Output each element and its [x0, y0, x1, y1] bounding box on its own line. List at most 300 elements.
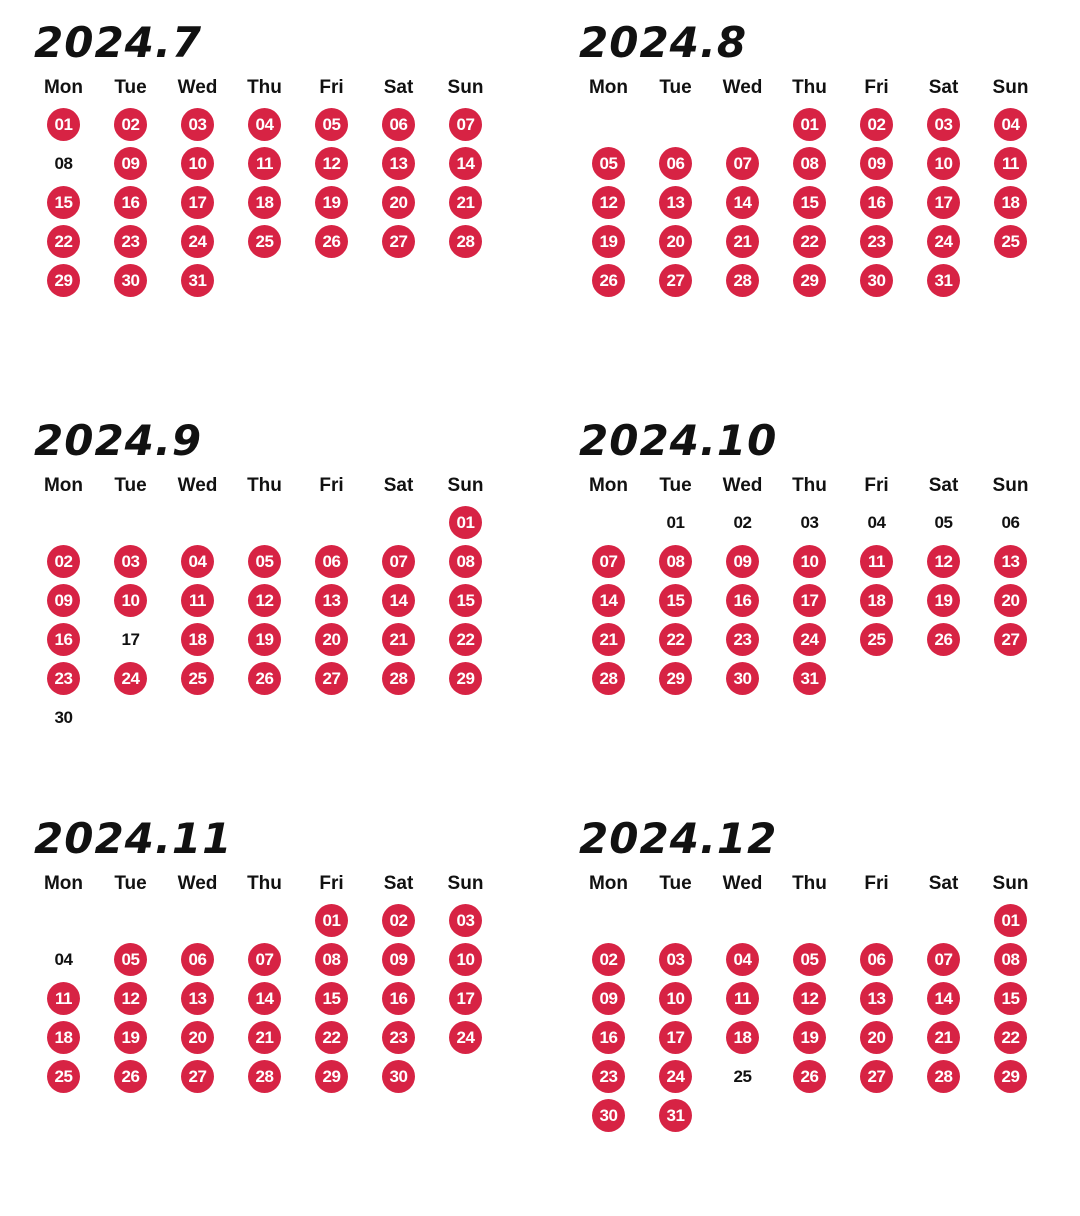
day-cell-plain[interactable] [97, 620, 164, 659]
day-cell-marked[interactable] [365, 144, 432, 183]
day-cell-marked[interactable] [776, 144, 843, 183]
day-cell-marked[interactable] [97, 659, 164, 698]
day-cell-marked[interactable] [97, 940, 164, 979]
day-label: 04 [181, 545, 214, 578]
day-label: 10 [927, 147, 960, 180]
day-cell-marked[interactable] [231, 144, 298, 183]
month-title: 2024.8 [579, 18, 748, 67]
day-cell-marked[interactable] [575, 261, 642, 300]
day-cell-marked[interactable] [97, 261, 164, 300]
day-label: 24 [659, 1060, 692, 1093]
day-cell-marked[interactable] [30, 105, 97, 144]
weekday-label: Tue [114, 873, 147, 894]
day-cell-marked[interactable] [365, 581, 432, 620]
day-cell-marked[interactable] [709, 979, 776, 1018]
day-cell-marked[interactable] [298, 105, 365, 144]
day-label: 30 [592, 1099, 625, 1132]
day-label: 22 [315, 1021, 348, 1054]
day-label: 07 [592, 545, 625, 578]
day-cell-marked[interactable] [910, 261, 977, 300]
day-label: 26 [114, 1060, 147, 1093]
day-cell-marked[interactable] [164, 105, 231, 144]
day-label: 10 [793, 545, 826, 578]
day-cell-marked[interactable] [432, 979, 499, 1018]
day-label: 27 [860, 1060, 893, 1093]
day-label: 23 [114, 225, 147, 258]
day-label: 19 [315, 186, 348, 219]
day-cell-marked[interactable] [432, 581, 499, 620]
day-cell-marked[interactable] [776, 620, 843, 659]
day-cell-marked[interactable] [977, 979, 1044, 1018]
day-cell-marked[interactable] [843, 105, 910, 144]
day-cell-marked[interactable] [843, 1018, 910, 1057]
day-cell-marked[interactable] [776, 105, 843, 144]
day-cell-marked[interactable] [575, 620, 642, 659]
day-cell-marked[interactable] [298, 581, 365, 620]
weekday-label: Thu [247, 475, 282, 496]
day-cell-marked[interactable] [365, 542, 432, 581]
day-cell-marked[interactable] [977, 144, 1044, 183]
day-cell-marked[interactable] [575, 1057, 642, 1096]
day-label: 25 [733, 1066, 752, 1086]
day-cell-marked[interactable] [164, 620, 231, 659]
day-cell-marked[interactable] [30, 659, 97, 698]
day-label: 29 [659, 662, 692, 695]
day-cell-plain[interactable] [30, 698, 97, 737]
day-cell-marked[interactable] [298, 979, 365, 1018]
day-cell-plain[interactable] [977, 503, 1044, 542]
day-cell-marked[interactable] [231, 940, 298, 979]
month-title: 2024.7 [34, 18, 203, 67]
day-label: 04 [248, 108, 281, 141]
day-cell-marked[interactable] [365, 979, 432, 1018]
day-label: 20 [181, 1021, 214, 1054]
day-cell-plain[interactable] [910, 503, 977, 542]
day-cell-marked[interactable] [843, 144, 910, 183]
day-cell-marked[interactable] [977, 620, 1044, 659]
day-cell-marked[interactable] [298, 659, 365, 698]
day-cell-marked[interactable] [642, 979, 709, 1018]
day-cell-marked[interactable] [164, 1057, 231, 1096]
day-cell-marked[interactable] [30, 222, 97, 261]
day-cell-marked[interactable] [642, 144, 709, 183]
day-cell-marked[interactable] [776, 940, 843, 979]
day-cell-marked[interactable] [432, 144, 499, 183]
day-label: 02 [47, 545, 80, 578]
day-cell-marked[interactable] [642, 659, 709, 698]
day-label: 08 [54, 153, 73, 173]
day-label: 18 [248, 186, 281, 219]
day-cell-marked[interactable] [231, 105, 298, 144]
day-cell-marked[interactable] [97, 144, 164, 183]
day-label: 20 [659, 225, 692, 258]
day-label: 30 [382, 1060, 415, 1093]
day-cell-marked[interactable] [977, 581, 1044, 620]
day-cell-marked[interactable] [432, 183, 499, 222]
day-label: 11 [860, 545, 893, 578]
day-cell-marked[interactable] [432, 659, 499, 698]
day-cell-marked[interactable] [709, 222, 776, 261]
day-label: 24 [449, 1021, 482, 1054]
day-cell-marked[interactable] [709, 261, 776, 300]
day-label: 22 [47, 225, 80, 258]
day-label: 20 [315, 623, 348, 656]
day-label: 13 [994, 545, 1027, 578]
day-label: 08 [315, 943, 348, 976]
day-cell-marked[interactable] [776, 979, 843, 1018]
day-cell-marked[interactable] [910, 940, 977, 979]
day-cell-marked[interactable] [231, 581, 298, 620]
day-label: 25 [860, 623, 893, 656]
day-cell-marked[interactable] [843, 620, 910, 659]
day-label: 18 [726, 1021, 759, 1054]
day-cell-marked[interactable] [30, 1018, 97, 1057]
day-cell-marked[interactable] [575, 144, 642, 183]
day-cell-marked[interactable] [843, 979, 910, 1018]
day-label: 30 [114, 264, 147, 297]
day-cell-marked[interactable] [910, 222, 977, 261]
day-label: 11 [47, 982, 80, 1015]
day-label: 07 [726, 147, 759, 180]
day-cell-marked[interactable] [642, 581, 709, 620]
day-cell-marked[interactable] [709, 940, 776, 979]
day-cell-marked[interactable] [365, 183, 432, 222]
day-label: 05 [315, 108, 348, 141]
day-cell-marked[interactable] [365, 940, 432, 979]
weekday-label: Wed [177, 873, 218, 894]
day-cell-marked[interactable] [97, 542, 164, 581]
day-cell-marked[interactable] [977, 1018, 1044, 1057]
weekday-label: Wed [177, 475, 218, 496]
day-cell-marked[interactable] [843, 940, 910, 979]
day-cell-marked[interactable] [164, 542, 231, 581]
day-cell-marked[interactable] [365, 222, 432, 261]
day-label: 28 [726, 264, 759, 297]
day-cell-marked[interactable] [776, 222, 843, 261]
day-label: 25 [181, 662, 214, 695]
day-cell-marked[interactable] [776, 542, 843, 581]
day-label: 05 [934, 512, 953, 532]
day-label: 07 [248, 943, 281, 976]
day-cell-marked[interactable] [298, 222, 365, 261]
day-cell-marked[interactable] [164, 581, 231, 620]
day-cell-marked[interactable] [776, 1057, 843, 1096]
day-label: 27 [181, 1060, 214, 1093]
day-cell-marked[interactable] [709, 659, 776, 698]
weekday-label: Tue [659, 873, 692, 894]
weekday-label: Mon [43, 873, 84, 894]
day-cell-marked[interactable] [97, 581, 164, 620]
day-cell-marked[interactable] [231, 1057, 298, 1096]
day-cell-marked[interactable] [164, 940, 231, 979]
day-label: 22 [994, 1021, 1027, 1054]
day-cell-marked[interactable] [298, 542, 365, 581]
day-cell-marked[interactable] [642, 1057, 709, 1096]
day-label: 06 [315, 545, 348, 578]
day-cell-marked[interactable] [642, 542, 709, 581]
day-cell-marked[interactable] [642, 222, 709, 261]
day-cell-marked[interactable] [164, 1018, 231, 1057]
day-label: 08 [659, 545, 692, 578]
day-label: 13 [181, 982, 214, 1015]
day-cell-marked[interactable] [298, 1057, 365, 1096]
day-label: 05 [793, 943, 826, 976]
weekday-header-row [575, 874, 1080, 895]
days-grid [575, 105, 1080, 300]
day-cell-marked[interactable] [432, 503, 499, 542]
day-cell-marked[interactable] [164, 183, 231, 222]
day-cell-marked[interactable] [365, 901, 432, 940]
day-label: 27 [994, 623, 1027, 656]
day-cell-marked[interactable] [910, 183, 977, 222]
month-block [0, 814, 535, 1216]
day-cell-marked[interactable] [843, 1057, 910, 1096]
day-cell-plain[interactable] [709, 1057, 776, 1096]
day-cell-marked[interactable] [298, 901, 365, 940]
day-cell-marked[interactable] [30, 979, 97, 1018]
day-label: 17 [449, 982, 482, 1015]
day-cell-marked[interactable] [164, 979, 231, 1018]
weekday-label: Tue [659, 77, 692, 98]
day-label: 30 [54, 707, 73, 727]
day-label: 06 [659, 147, 692, 180]
weekday-label: Tue [659, 475, 692, 496]
day-cell-marked[interactable] [910, 979, 977, 1018]
day-cell-marked[interactable] [776, 581, 843, 620]
day-cell-marked[interactable] [642, 261, 709, 300]
day-label: 10 [659, 982, 692, 1015]
day-cell-plain[interactable] [642, 503, 709, 542]
day-cell-marked[interactable] [365, 659, 432, 698]
day-cell-marked[interactable] [977, 940, 1044, 979]
day-cell-marked[interactable] [30, 542, 97, 581]
day-cell-marked[interactable] [97, 222, 164, 261]
day-cell-marked[interactable] [298, 940, 365, 979]
day-cell-marked[interactable] [642, 183, 709, 222]
weekday-header-row [30, 874, 535, 895]
day-cell-marked[interactable] [575, 542, 642, 581]
month-title: 2024.10 [579, 416, 778, 465]
day-cell-marked[interactable] [298, 144, 365, 183]
day-cell-marked[interactable] [575, 1018, 642, 1057]
day-label: 13 [659, 186, 692, 219]
day-cell-marked[interactable] [910, 1018, 977, 1057]
day-cell-marked[interactable] [575, 183, 642, 222]
day-cell-marked[interactable] [575, 940, 642, 979]
day-cell-marked[interactable] [977, 105, 1044, 144]
weekday-label: Fri [319, 475, 344, 496]
day-cell-marked[interactable] [97, 1057, 164, 1096]
day-cell-marked[interactable] [365, 620, 432, 659]
day-cell-marked[interactable] [843, 183, 910, 222]
day-cell-marked[interactable] [776, 183, 843, 222]
day-cell-marked[interactable] [30, 261, 97, 300]
day-cell-marked[interactable] [432, 222, 499, 261]
day-label: 11 [248, 147, 281, 180]
day-label: 04 [867, 512, 886, 532]
day-cell-marked[interactable] [575, 581, 642, 620]
day-label: 07 [927, 943, 960, 976]
day-cell-marked[interactable] [432, 620, 499, 659]
day-label: 01 [315, 904, 348, 937]
day-cell-marked[interactable] [432, 940, 499, 979]
day-cell-marked[interactable] [977, 901, 1044, 940]
day-label: 10 [114, 584, 147, 617]
day-cell-marked[interactable] [164, 222, 231, 261]
day-label: 17 [181, 186, 214, 219]
weekday-label: Sun [992, 77, 1029, 98]
day-cell-marked[interactable] [709, 1018, 776, 1057]
day-cell-marked[interactable] [910, 581, 977, 620]
day-cell-marked[interactable] [575, 222, 642, 261]
day-cell-plain[interactable] [776, 503, 843, 542]
day-cell-marked[interactable] [843, 581, 910, 620]
day-label: 21 [449, 186, 482, 219]
day-label: 15 [659, 584, 692, 617]
day-label: 11 [726, 982, 759, 1015]
day-cell-marked[interactable] [575, 1096, 642, 1135]
day-cell-marked[interactable] [97, 183, 164, 222]
day-label: 20 [994, 584, 1027, 617]
day-cell-marked[interactable] [910, 144, 977, 183]
day-cell-marked[interactable] [97, 105, 164, 144]
day-label: 31 [793, 662, 826, 695]
day-cell-marked[interactable] [709, 581, 776, 620]
day-label: 17 [659, 1021, 692, 1054]
day-cell-marked[interactable] [298, 1018, 365, 1057]
day-cell-marked[interactable] [709, 183, 776, 222]
day-cell-marked[interactable] [776, 261, 843, 300]
day-label: 17 [121, 629, 140, 649]
day-cell-marked[interactable] [776, 1018, 843, 1057]
day-cell-marked[interactable] [977, 222, 1044, 261]
day-cell-marked[interactable] [432, 901, 499, 940]
day-cell-plain[interactable] [843, 503, 910, 542]
day-cell-marked[interactable] [97, 979, 164, 1018]
day-cell-marked[interactable] [30, 581, 97, 620]
day-cell-marked[interactable] [910, 105, 977, 144]
day-cell-plain[interactable] [30, 940, 97, 979]
day-label: 28 [449, 225, 482, 258]
day-label: 10 [449, 943, 482, 976]
day-cell-marked[interactable] [298, 620, 365, 659]
weekday-label: Tue [114, 77, 147, 98]
day-cell-marked[interactable] [709, 620, 776, 659]
day-cell-marked[interactable] [97, 1018, 164, 1057]
day-label: 21 [592, 623, 625, 656]
day-label: 27 [382, 225, 415, 258]
days-grid [30, 901, 535, 1096]
day-cell-marked[interactable] [910, 542, 977, 581]
day-cell-marked[interactable] [231, 542, 298, 581]
weekday-label: Sat [383, 77, 414, 98]
day-cell-marked[interactable] [365, 1057, 432, 1096]
day-cell-marked[interactable] [776, 659, 843, 698]
day-label: 27 [659, 264, 692, 297]
day-cell-marked[interactable] [843, 542, 910, 581]
day-cell-marked[interactable] [575, 659, 642, 698]
day-cell-marked[interactable] [642, 620, 709, 659]
day-label: 22 [793, 225, 826, 258]
day-cell-marked[interactable] [432, 1018, 499, 1057]
day-label: 04 [726, 943, 759, 976]
day-cell-marked[interactable] [30, 183, 97, 222]
day-cell-marked[interactable] [709, 144, 776, 183]
day-label: 02 [592, 943, 625, 976]
day-cell-marked[interactable] [910, 1057, 977, 1096]
day-cell-marked[interactable] [365, 1018, 432, 1057]
day-cell-marked[interactable] [231, 620, 298, 659]
day-cell-marked[interactable] [432, 542, 499, 581]
day-cell-marked[interactable] [642, 1018, 709, 1057]
day-cell-plain[interactable] [709, 503, 776, 542]
day-cell-marked[interactable] [30, 1057, 97, 1096]
weekday-label: Thu [792, 873, 827, 894]
weekday-header-row [575, 78, 1080, 99]
day-cell-marked[interactable] [709, 542, 776, 581]
weekday-label: Mon [43, 77, 84, 98]
day-cell-marked[interactable] [164, 659, 231, 698]
day-cell-marked[interactable] [231, 183, 298, 222]
day-cell-marked[interactable] [575, 979, 642, 1018]
weekday-header-row [30, 476, 535, 497]
day-cell-marked[interactable] [298, 183, 365, 222]
day-label: 12 [315, 147, 348, 180]
day-cell-plain[interactable] [30, 144, 97, 183]
day-label: 14 [449, 147, 482, 180]
day-label: 28 [248, 1060, 281, 1093]
day-cell-marked[interactable] [231, 222, 298, 261]
day-label: 24 [114, 662, 147, 695]
day-label: 01 [793, 108, 826, 141]
day-cell-marked[interactable] [231, 979, 298, 1018]
day-label: 26 [315, 225, 348, 258]
weekday-label: Thu [247, 873, 282, 894]
day-label: 15 [449, 584, 482, 617]
day-label: 31 [659, 1099, 692, 1132]
day-cell-marked[interactable] [843, 261, 910, 300]
day-label: 03 [114, 545, 147, 578]
day-label: 29 [449, 662, 482, 695]
day-label: 14 [382, 584, 415, 617]
day-label: 16 [592, 1021, 625, 1054]
day-label: 28 [927, 1060, 960, 1093]
day-label: 24 [793, 623, 826, 656]
day-cell-marked[interactable] [231, 1018, 298, 1057]
day-label: 06 [382, 108, 415, 141]
day-cell-marked[interactable] [432, 105, 499, 144]
day-cell-marked[interactable] [365, 105, 432, 144]
day-label: 25 [248, 225, 281, 258]
day-label: 09 [114, 147, 147, 180]
day-cell-marked[interactable] [164, 261, 231, 300]
day-label: 23 [860, 225, 893, 258]
day-label: 29 [47, 264, 80, 297]
day-cell-marked[interactable] [977, 1057, 1044, 1096]
day-cell-marked[interactable] [642, 940, 709, 979]
day-label: 13 [860, 982, 893, 1015]
day-cell-marked[interactable] [843, 222, 910, 261]
day-cell-marked[interactable] [977, 542, 1044, 581]
day-cell-marked[interactable] [910, 620, 977, 659]
day-cell-marked[interactable] [30, 620, 97, 659]
day-cell-marked[interactable] [231, 659, 298, 698]
day-cell-marked[interactable] [164, 144, 231, 183]
day-label: 05 [248, 545, 281, 578]
month-block [545, 814, 1080, 1216]
day-cell-marked[interactable] [642, 1096, 709, 1135]
day-cell-marked[interactable] [977, 183, 1044, 222]
